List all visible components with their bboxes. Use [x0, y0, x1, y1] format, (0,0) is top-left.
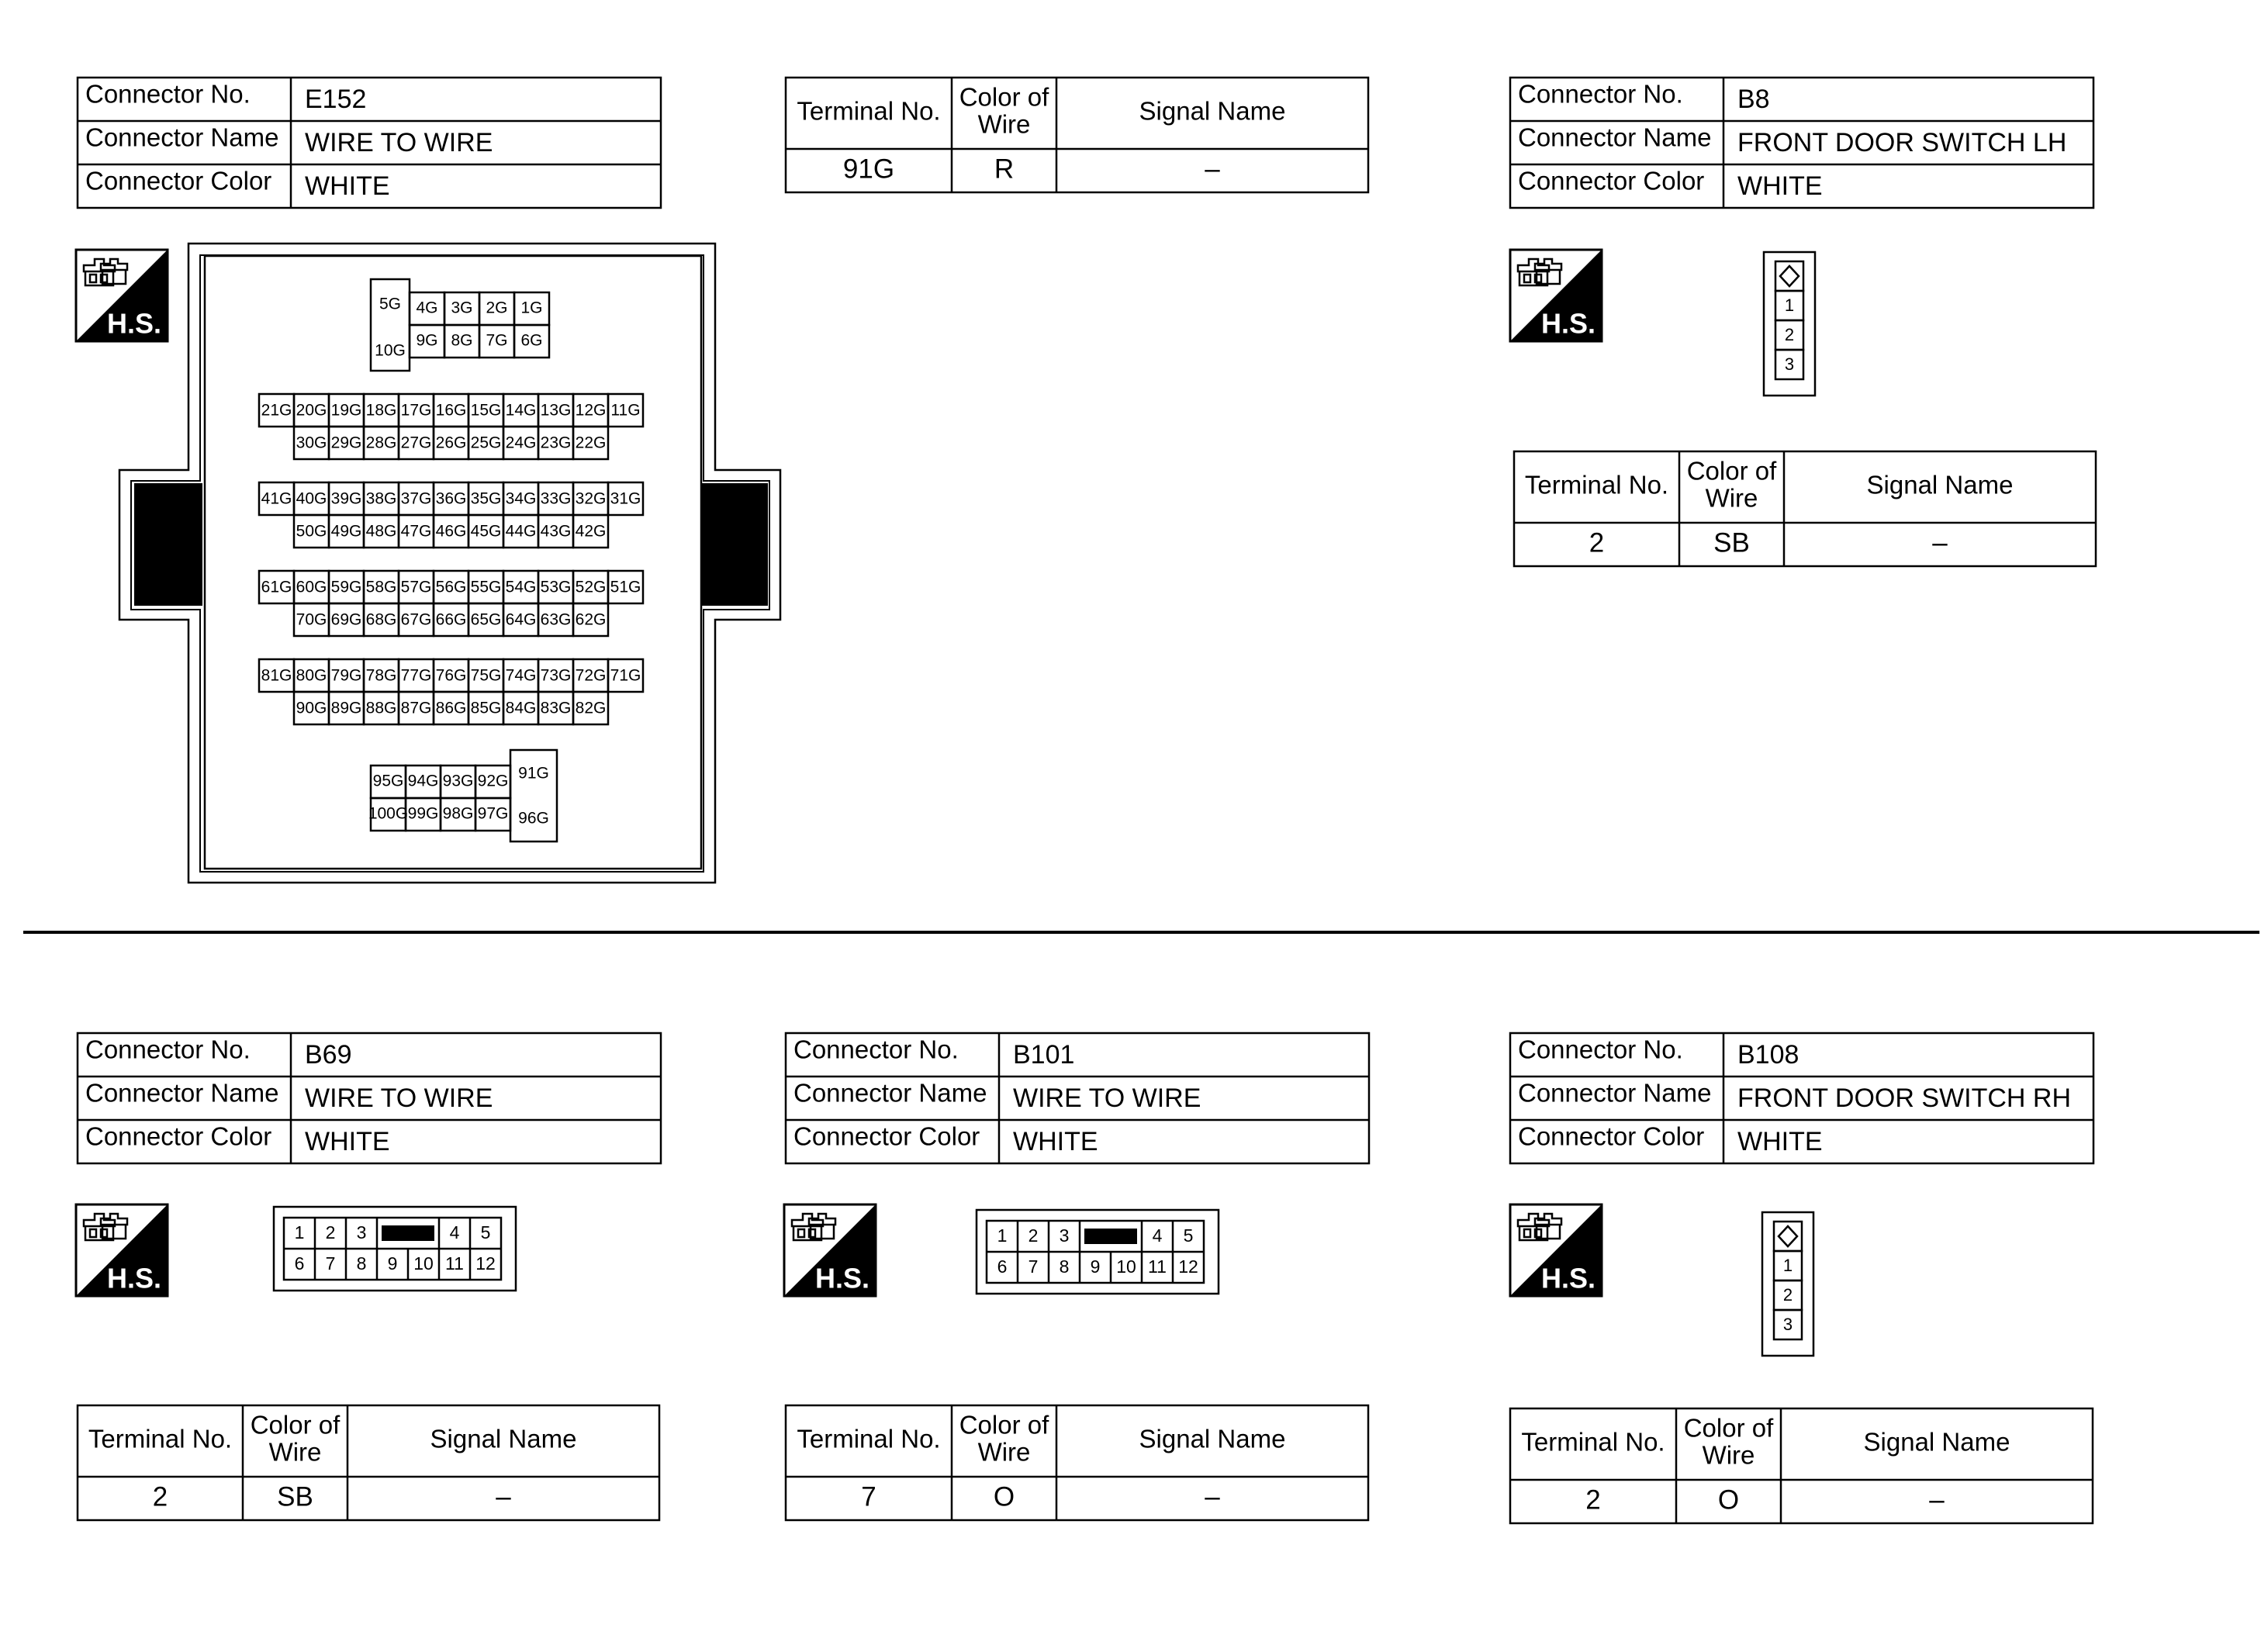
pin-label: 99G [407, 804, 439, 823]
header-color-of-wire-2: Wire [268, 1437, 322, 1467]
pin-label: 53G [540, 578, 572, 596]
label-connector-name: Connector Name [85, 123, 279, 152]
b69-connector-face [274, 1207, 516, 1291]
label-connector-name: Connector Name [1518, 1078, 1712, 1108]
b69-info-table [78, 1033, 661, 1163]
b8-info-table [1510, 78, 2093, 208]
diamond-key-icon [1780, 266, 1799, 286]
pin-label: 2 [1782, 1284, 1793, 1305]
pin-label: 1 [1784, 295, 1795, 315]
pin-label: 29G [330, 434, 362, 452]
e152-hs-icon [76, 250, 168, 341]
pin-label: 2 [325, 1222, 336, 1243]
pin-label: 9 [1090, 1256, 1101, 1277]
pin-label: 10 [413, 1253, 434, 1274]
pin-label: 91G [518, 764, 549, 783]
b8-hs-icon [1510, 250, 1602, 341]
diamond-key-icon [1779, 1226, 1797, 1246]
pin-label: 22G [575, 434, 607, 452]
e152-name-value: WIRE TO WIRE [305, 127, 493, 157]
b108-no-value: B108 [1737, 1039, 1799, 1070]
b69-signal-value: – [496, 1481, 511, 1512]
pin-label: 60G [296, 578, 327, 596]
pin-label: 38G [365, 489, 397, 508]
pin-label: 55G [470, 578, 502, 596]
pin-label: 1 [294, 1222, 305, 1243]
pin-label: 24G [505, 434, 537, 452]
b101-terminal-table [786, 1405, 1368, 1520]
b101-terminal-value: 7 [861, 1481, 876, 1512]
pin-label: 20G [296, 401, 327, 420]
pin-label: 80G [296, 666, 327, 685]
pin-label: 1 [1782, 1255, 1793, 1275]
pin-label: 1G [520, 299, 543, 317]
b108-connector-face [1762, 1212, 1813, 1356]
b108-terminal-value: 2 [1585, 1484, 1601, 1515]
pin-label: 93G [442, 772, 474, 790]
e152-terminal-value: 91G [842, 154, 895, 185]
pin-label: 42G [575, 522, 607, 541]
b108-color-value: WHITE [1737, 1126, 1823, 1156]
pin-label: 45G [470, 522, 502, 541]
pin-label: 64G [505, 610, 537, 629]
b8-wire-color-value: SB [1713, 527, 1750, 558]
b8-no-value: B8 [1737, 84, 1770, 114]
pin-label: 15G [470, 401, 502, 420]
pin-label: 43G [540, 522, 572, 541]
pin-label: 3 [356, 1222, 367, 1243]
label-connector-name: Connector Name [793, 1078, 987, 1108]
b101-color-value: WHITE [1013, 1126, 1098, 1156]
header-signal-name: Signal Name [1866, 470, 2014, 499]
hs-label: H.S. [106, 1262, 161, 1294]
pin-label: 70G [296, 610, 327, 629]
b108-name-value: FRONT DOOR SWITCH RH [1737, 1083, 2072, 1113]
b101-wire-color-value: O [993, 1481, 1015, 1512]
pin-label: 7 [1028, 1256, 1039, 1277]
pin-label: 10 [1116, 1256, 1136, 1277]
pin-label: 59G [330, 578, 362, 596]
pin-label: 6 [997, 1256, 1008, 1277]
pin-label: 65G [470, 610, 502, 629]
pin-label: 5 [1183, 1225, 1194, 1246]
pin-label: 72G [575, 666, 607, 685]
pin-label: 89G [330, 699, 362, 717]
pin-label: 50G [296, 522, 327, 541]
pin-label: 34G [505, 489, 537, 508]
hs-label: H.S. [814, 1262, 869, 1294]
e152-terminal-table [786, 78, 1368, 192]
pin-label: 68G [365, 610, 397, 629]
b8-terminal-value: 2 [1589, 527, 1605, 558]
pin-label: 19G [330, 401, 362, 420]
pin-label: 40G [296, 489, 327, 508]
pin-label: 41G [261, 489, 292, 508]
label-connector-color: Connector Color [1518, 1121, 1705, 1151]
pin-label: 7 [325, 1253, 336, 1274]
pin-label: 88G [365, 699, 397, 717]
pin-label: 2G [486, 299, 508, 317]
b69-hs-icon [76, 1204, 168, 1296]
label-connector-no: Connector No. [1518, 1035, 1683, 1064]
pin-label: 96G [518, 809, 549, 828]
header-signal-name: Signal Name [1139, 96, 1286, 126]
header-color-of-wire-2: Wire [1705, 483, 1758, 513]
b69-terminal-table [78, 1405, 659, 1520]
pin-label: 8G [451, 331, 473, 350]
label-connector-no: Connector No. [1518, 79, 1683, 109]
pin-label: 17G [400, 401, 432, 420]
pin-label: 86G [435, 699, 467, 717]
pin-label: 4 [449, 1222, 460, 1243]
b101-signal-value: – [1205, 1481, 1220, 1512]
label-connector-name: Connector Name [85, 1078, 279, 1108]
header-color-of-wire-2: Wire [977, 109, 1031, 139]
b101-info-table [786, 1033, 1369, 1163]
pin-label: 61G [261, 578, 292, 596]
pin-label: 27G [400, 434, 432, 452]
b108-info-table [1510, 1033, 2093, 1163]
pin-label: 18G [365, 401, 397, 420]
b69-no-value: B69 [305, 1039, 352, 1070]
pin-label: 51G [610, 578, 641, 596]
b8-signal-value: – [1932, 527, 1948, 558]
pin-label: 73G [540, 666, 572, 685]
right-latch [701, 483, 768, 606]
pin-label: 52G [575, 578, 607, 596]
e152-wire-color-value: R [994, 154, 1015, 185]
b101-connector-face [977, 1210, 1219, 1294]
pin-label: 69G [330, 610, 362, 629]
pin-label: 83G [540, 699, 572, 717]
pin-label: 6 [294, 1253, 305, 1274]
label-connector-color: Connector Color [1518, 166, 1705, 195]
connector-housing [1764, 252, 1815, 396]
pin-label: 56G [435, 578, 467, 596]
left-latch [134, 483, 202, 606]
b8-name-value: FRONT DOOR SWITCH LH [1737, 127, 2067, 157]
b69-color-value: WHITE [305, 1126, 390, 1156]
pin-label: 3 [1784, 354, 1795, 374]
pin-label: 28G [365, 434, 397, 452]
pin-label: 58G [365, 578, 397, 596]
e152-info-table [78, 78, 661, 208]
header-terminal-no: Terminal No. [1521, 1427, 1665, 1457]
e152-connector-face [119, 244, 780, 883]
b108-signal-value: – [1929, 1484, 1945, 1515]
pin-label: 33G [540, 489, 572, 508]
pin-label: 67G [400, 610, 432, 629]
b8-color-value: WHITE [1737, 171, 1823, 201]
b69-name-value: WIRE TO WIRE [305, 1083, 493, 1113]
pin-label: 1 [997, 1225, 1008, 1246]
pin-label: 48G [365, 522, 397, 541]
header-color-of-wire: Color of [250, 1410, 341, 1439]
hs-label: H.S. [1540, 1262, 1595, 1294]
header-signal-name: Signal Name [430, 1424, 577, 1453]
pin-label: 97G [477, 804, 509, 823]
pin-label: 12 [475, 1253, 496, 1274]
pin-label: 31G [610, 489, 641, 508]
pin-label: 100G [368, 804, 409, 823]
pin-label: 94G [407, 772, 439, 790]
header-terminal-no: Terminal No. [797, 1424, 941, 1453]
b69-terminal-value: 2 [152, 1481, 168, 1512]
pin-label: 35G [470, 489, 502, 508]
pin-label: 95G [372, 772, 404, 790]
hs-label: H.S. [106, 307, 161, 340]
pin-label: 79G [330, 666, 362, 685]
b108-terminal-table [1510, 1408, 2093, 1523]
pin-label: 8 [356, 1253, 367, 1274]
pin-label: 3 [1059, 1225, 1070, 1246]
pin-label: 87G [400, 699, 432, 717]
header-terminal-no: Terminal No. [1524, 470, 1669, 499]
pin-label: 90G [296, 699, 327, 717]
pin-label: 98G [442, 804, 474, 823]
pin-label: 77G [400, 666, 432, 685]
pin-label: 32G [575, 489, 607, 508]
label-connector-color: Connector Color [85, 1121, 272, 1151]
pin-label: 92G [477, 772, 509, 790]
pin-label: 46G [435, 522, 467, 541]
header-color-of-wire: Color of [959, 82, 1049, 112]
pin-label: 14G [505, 401, 537, 420]
pin-label: 49G [330, 522, 362, 541]
e152-color-value: WHITE [305, 171, 390, 201]
pin-label: 11 [1148, 1256, 1167, 1277]
b8-terminal-table [1514, 451, 2096, 566]
label-connector-no: Connector No. [793, 1035, 959, 1064]
pin-label: 84G [505, 699, 537, 717]
pin-label: 47G [400, 522, 432, 541]
pin-label: 8 [1059, 1256, 1070, 1277]
pin-label: 63G [540, 610, 572, 629]
b108-wire-color-value: O [1717, 1484, 1740, 1515]
pin-label: 21G [261, 401, 292, 420]
connector-housing [1762, 1212, 1813, 1356]
pin-label: 39G [330, 489, 362, 508]
pin-label: 9 [387, 1253, 398, 1274]
header-color-of-wire: Color of [1683, 1413, 1774, 1443]
b101-hs-icon [784, 1204, 876, 1296]
pin-label: 23G [540, 434, 572, 452]
pin-label: 82G [575, 699, 607, 717]
e152-no-value: E152 [305, 84, 367, 114]
pin-label: 12 [1178, 1256, 1198, 1277]
header-color-of-wire-2: Wire [977, 1437, 1031, 1467]
label-connector-color: Connector Color [793, 1121, 980, 1151]
pin-label: 6G [520, 331, 543, 350]
pin-label: 76G [435, 666, 467, 685]
pin-label: 54G [505, 578, 537, 596]
label-connector-color: Connector Color [85, 166, 272, 195]
header-color-of-wire: Color of [959, 1410, 1049, 1439]
header-signal-name: Signal Name [1863, 1427, 2010, 1457]
pin-label: 2 [1784, 324, 1795, 344]
pin-label: 30G [296, 434, 327, 452]
pin-label: 36G [435, 489, 467, 508]
pin-label: 4 [1152, 1225, 1163, 1246]
pin-label: 5 [480, 1222, 491, 1243]
pin-label: 16G [435, 401, 467, 420]
hs-label: H.S. [1540, 307, 1595, 340]
pin-label: 3G [451, 299, 473, 317]
pin-label: 25G [470, 434, 502, 452]
pin-label: 66G [435, 610, 467, 629]
b101-name-value: WIRE TO WIRE [1013, 1083, 1201, 1113]
b69-wire-color-value: SB [277, 1481, 313, 1512]
key-block [1084, 1229, 1137, 1244]
key-block [382, 1225, 434, 1241]
b8-connector-face [1764, 252, 1815, 396]
b108-hs-icon [1510, 1204, 1602, 1296]
e152-signal-value: – [1205, 154, 1220, 185]
pin-label: 12G [575, 401, 607, 420]
pin-label: 5G [379, 295, 402, 313]
pin-label: 11 [445, 1253, 464, 1274]
pin-label: 62G [575, 610, 607, 629]
pin-label: 4G [416, 299, 438, 317]
pin-label: 37G [400, 489, 432, 508]
label-connector-no: Connector No. [85, 1035, 251, 1064]
pin-label: 74G [505, 666, 537, 685]
pin-label: 81G [261, 666, 292, 685]
pin-label: 78G [365, 666, 397, 685]
header-signal-name: Signal Name [1139, 1424, 1286, 1453]
pin-label: 75G [470, 666, 502, 685]
label-connector-no: Connector No. [85, 79, 251, 109]
pin-label: 26G [435, 434, 467, 452]
pin-label: 13G [540, 401, 572, 420]
header-color-of-wire-2: Wire [1702, 1440, 1755, 1470]
header-terminal-no: Terminal No. [797, 96, 941, 126]
pin-label: 11G [610, 401, 641, 420]
header-terminal-no: Terminal No. [88, 1424, 233, 1453]
pin-label: 71G [610, 666, 641, 685]
label-connector-name: Connector Name [1518, 123, 1712, 152]
pin-label: 9G [416, 331, 438, 350]
pin-label: 7G [486, 331, 508, 350]
pin-label: 2 [1028, 1225, 1039, 1246]
pin-label: 44G [505, 522, 537, 541]
pin-label: 85G [470, 699, 502, 717]
pin-label: 57G [400, 578, 432, 596]
header-color-of-wire: Color of [1686, 456, 1777, 486]
b101-no-value: B101 [1013, 1039, 1075, 1070]
pin-label: 3 [1782, 1314, 1793, 1334]
pin-label: 10G [375, 341, 406, 360]
